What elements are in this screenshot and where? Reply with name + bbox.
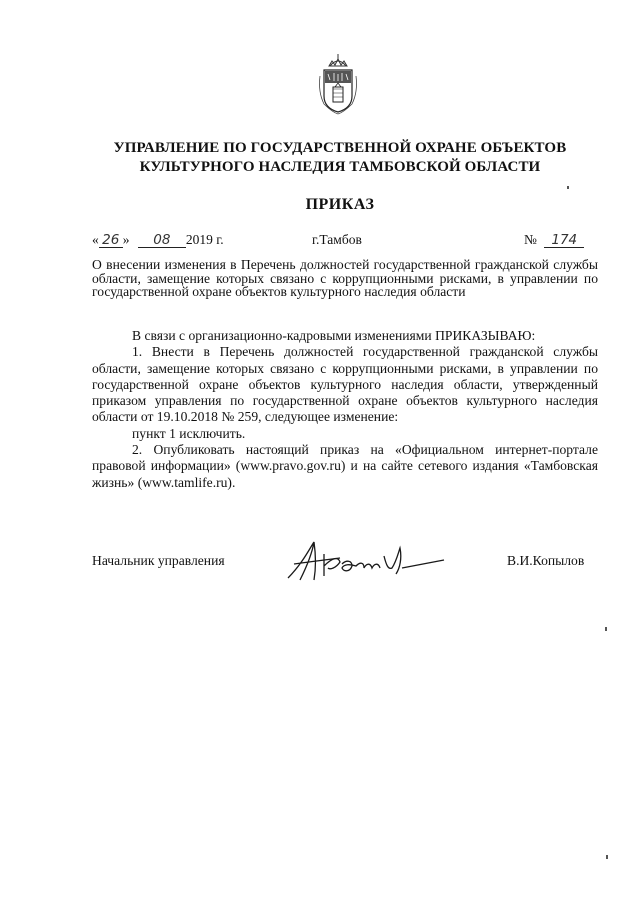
order-month: 08 [138, 233, 186, 248]
title-line: УПРАВЛЕНИЕ ПО ГОСУДАРСТВЕННОЙ ОХРАНЕ ОБЪЕКТОВ [113, 140, 567, 156]
handwritten-signature-icon [284, 534, 454, 586]
order-date [92, 232, 224, 248]
order-heading: ПРИКАЗ [305, 196, 375, 213]
quote-open: « [92, 232, 99, 247]
order-city: г.Тамбов [312, 232, 362, 247]
scan-speck [605, 627, 607, 631]
scan-speck [567, 186, 569, 189]
signatory-name: В.И.Копылов [507, 553, 585, 568]
order-year: 2019 г. [185, 232, 224, 247]
coat-of-arms-icon [316, 52, 360, 118]
signatory-position: Начальник управления [92, 553, 225, 568]
body-item-1-sub: пункт 1 исключить. [132, 425, 246, 441]
title-line: КУЛЬТУРНОГО НАСЛЕДИЯ ТАМБОВСКОЙ ОБЛАСТИ [139, 159, 541, 175]
number-label: № [524, 232, 537, 247]
body-intro: В связи с организационно-кадровыми изменениями ПРИКАЗЫВАЮ: [132, 328, 536, 343]
body-item-1: 1. Внести в Перечень должностей государственной гражданской службы области, замещение которых связано с коррупционными рисками, в управлении по государственной охране объектов культурного наследия области, утвержденный приказом управления по государственной охране объектов культурного наследия области от 19.10.2018 № 259, следующее изменение: [92, 344, 598, 425]
body-item-2: 2. Опубликовать настоящий приказ на «Официальном интернет-портале правовой информации» (www.pravo.gov.ru) и на сайте сетевого издания «Тамбовская жизнь» (www.tamlife.ru). [92, 442, 598, 490]
order-body [92, 328, 598, 491]
order-subject: О внесении изменения в Перечень должностей государственной гражданской службы области, замещение которых связано с коррупционными рисками, в управлении по государственной охране объектов культурного наследия области [92, 257, 598, 300]
quote-close: » [122, 232, 130, 247]
scan-speck [606, 855, 608, 859]
document-title [60, 139, 620, 177]
order-number [524, 232, 584, 248]
order-day: 26 [99, 233, 123, 248]
number-value: 174 [544, 233, 584, 248]
